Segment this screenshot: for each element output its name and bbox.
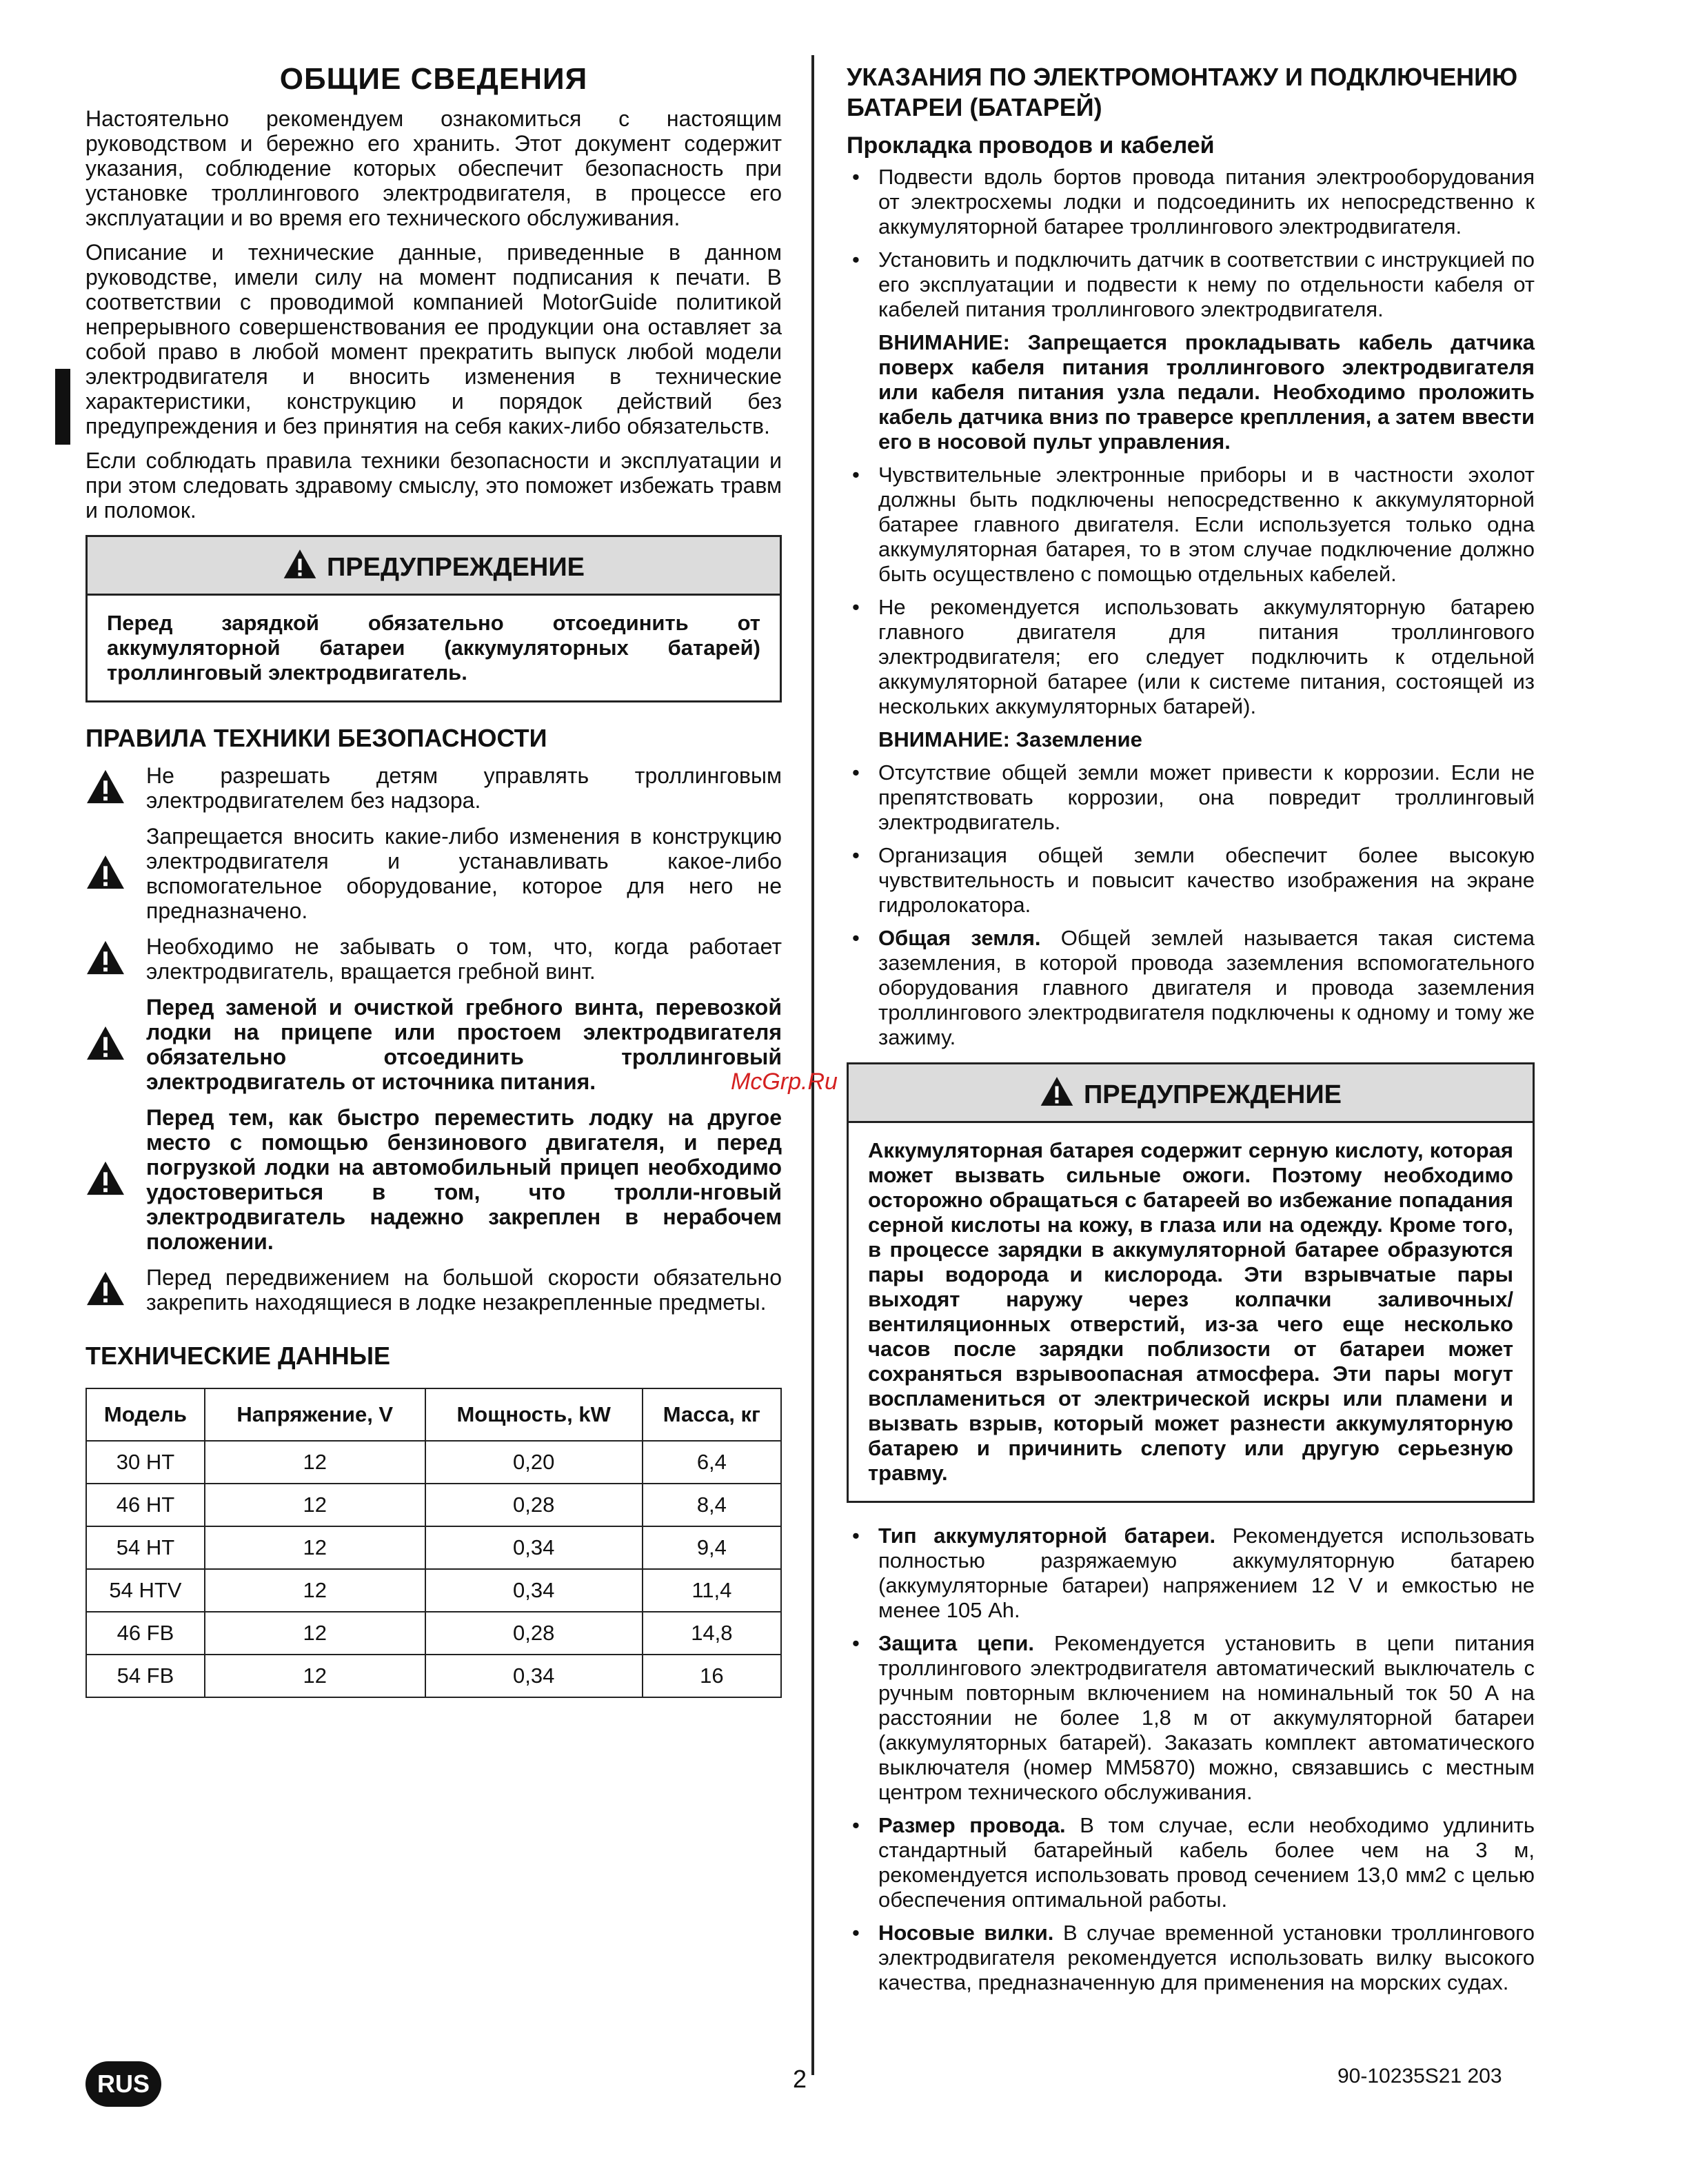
watermark: McGrp.Ru — [731, 1069, 838, 1095]
attention-note-grounding: ВНИМАНИЕ: Заземление — [878, 727, 1142, 751]
list-item-bold: Тип аккумуляторной батареи. — [878, 1524, 1216, 1548]
warning-icon — [1040, 1075, 1074, 1107]
list-item-text: Рекомендуется использовать полностью разряжаемую аккумуляторную батарею (аккумуляторные батареи) напряжением 12 V и емкостью не менее 105 Ah. — [878, 1524, 1535, 1622]
list-item-bold: Носовые вилки. — [878, 1921, 1054, 1945]
intro-paragraph-1: Настоятельно рекомендуем ознакомиться с настоящим руководством и бережно его хранить. Этот документ содержит указания, соблюдение которых обеспечит безопасность при установке троллингового электродвигателя, в процессе его эксплуатации и во время его технического обслуживания. — [85, 106, 782, 230]
table-cell: 0,28 — [425, 1484, 643, 1526]
wiring-subtitle: Прокладка проводов и кабелей — [847, 132, 1215, 159]
attention-note-sensor: ВНИМАНИЕ: Запрещается прокладывать кабель датчика поверх кабеля питания троллингового электродвигателя или кабеля питания узла педали. Необходимо проложить кабель датчика вниз по траверсе креплления, а затем ввести его в носовой пульт управления. — [878, 330, 1535, 454]
list-item: • Подвести вдоль бортов провода питания электрооборудования от электросхемы лодки и подсоединить их непосредственно к аккумуляторной батарее троллингового электродвигателя. — [847, 165, 1535, 239]
tech-data-table — [85, 1388, 782, 1698]
table-header-row — [86, 1388, 781, 1441]
warning-text: Перед зарядкой обязательно отсоединить от аккумуляторной батареи (аккумуляторных батарей) троллинговый электродвигатель. — [107, 611, 760, 685]
table-cell: 12 — [205, 1484, 425, 1526]
general-info-title: ОБЩИЕ СВЕДЕНИЯ — [279, 62, 588, 96]
list-item: • Отсутствие общей земли может привести к коррозии. Если не препятствовать коррозии, она повредит троллинговый электродвигатель. — [847, 760, 1535, 835]
wiring-list-1 — [847, 165, 1535, 322]
warning-icon — [85, 1025, 125, 1061]
tech-data-title: ТЕХНИЧЕСКИЕ ДАННЫЕ — [85, 1342, 390, 1370]
language-badge: RUS — [85, 2061, 161, 2107]
table-row — [86, 1441, 781, 1484]
list-item-text: Рекомендуется установить в цепи питания троллингового электродвигателя автоматический выключатель с ручным повторным включением на номинальный ток 50 А на расстоянии не более 1,8 м от аккумуляторной батареи (аккумуляторных батарей). Заказать комплект автоматического выключателя (номер MM5870) можно, связавшись с местным центром технического обслуживания. — [878, 1631, 1535, 1804]
intro-paragraph-2: Описание и технические данные, приведенные в данном руководстве, имели силу на момент подписания к печати. В соответствии с проводимой компанией MotorGuide политикой непрерывного совершенствования ее продукции она оставляет за собой право в любой момент прекратить выпуск любой модели электродвигателя и вносить изменения в технические характеристики, конструкцию и порядок действий без предупреждения и без принятия на себя каких-либо обязательств. — [85, 240, 782, 438]
list-item-bold: Размер провода. — [878, 1813, 1066, 1837]
table-row — [86, 1569, 781, 1612]
table-cell: 0,28 — [425, 1612, 643, 1655]
list-item — [847, 1524, 1535, 1623]
safety-rule — [85, 995, 782, 1094]
wiring-title: УКАЗАНИЯ ПО ЭЛЕКТРОМОНТАЖУ И ПОДКЛЮЧЕНИЮ БАТАРЕИ (БАТАРЕЙ) — [847, 63, 1518, 121]
table-cell: 12 — [205, 1569, 425, 1612]
table-cell: 0,20 — [425, 1441, 643, 1484]
safety-rule-text: Не разрешать детям управлять троллинговым электродвигателем без надзора. — [146, 763, 782, 813]
table-row — [86, 1612, 781, 1655]
safety-rule-text: Необходимо не забывать о том, что, когда работает электродвигатель, вращается гребной винт. — [146, 934, 782, 984]
warning-icon — [85, 1271, 125, 1306]
warning-text: Аккумуляторная батарея содержит серную кислоту, которая может вызвать сильные ожоги. Поэтому необходимо осторожно обращаться с батареей во избежание попадания серной кислоты на кожу, в глаза или на одежду. Кроме того, в процессе зарядки в аккумуляторной батарее образуются пары водорода и кислорода. Эти взрывчатые пары выходят наружу через колпачки заливочных/вентиляционных отверстий, из-за чего еще несколько часов после зарядки поблизости от батареи может сохраняться взрывоопасная атмосфера. Эти пары могут воспламениться от электрической искры или пламени и вызвать взрыв, который может разнести аккумуляторную батарею и причинить слепоту или другую серьезную травму. — [868, 1138, 1513, 1485]
warning-header-label: ПРЕДУПРЕЖДЕНИЕ — [1083, 1080, 1342, 1109]
list-item: • Чувствительные электронные приборы и в частности эхолот должны быть подключены непосредственно к аккумуляторной батарее главного двигателя. Если используется только одна аккумуляторная батарея, то в этом случае подключение должно быть осуществлено с помощью отдельных кабелей. — [847, 463, 1535, 587]
battery-requirements-list — [847, 1524, 1535, 1995]
table-cell: 54 HTV — [86, 1569, 205, 1612]
safety-rule-text: Запрещается вносить какие-либо изменения в конструкцию электродвигателя и устанавливать какое-либо вспомогательное оборудование, которое для него не предназначено. — [146, 824, 782, 923]
right-column — [847, 62, 1535, 2003]
list-item: • Установить и подключить датчик в соответствии с инструкцией по его эксплуатации и подвести к нему по отдельности кабеля от кабелей питания троллингового электродвигателя. — [847, 247, 1535, 322]
table-cell: 0,34 — [425, 1526, 643, 1569]
table-cell: 6,4 — [643, 1441, 781, 1484]
list-item: • Организация общей земли обеспечит более высокую чувствительность и повысит качество изображения на экране гидролокатора. — [847, 843, 1535, 918]
document-number: 90-10235S21 203 — [1337, 2065, 1502, 2087]
wiring-list-2 — [847, 463, 1535, 719]
table-cell: 12 — [205, 1612, 425, 1655]
list-item — [847, 1813, 1535, 1912]
warning-icon — [283, 548, 317, 580]
table-cell: 12 — [205, 1526, 425, 1569]
table-cell: 46 HT — [86, 1484, 205, 1526]
warning-header — [849, 1064, 1533, 1123]
list-item: • Не рекомендуется использовать аккумуляторную батарею главного двигателя для питания троллингового электродвигателя; его следует подключить к отдельной аккумуляторной батарее (или к системе питания, состоящей из нескольких аккумуляторных батарей). — [847, 595, 1535, 719]
safety-rule — [85, 1105, 782, 1254]
left-column — [85, 62, 782, 1698]
safety-rules-title: ПРАВИЛА ТЕХНИКИ БЕЗОПАСНОСТИ — [85, 724, 547, 752]
list-item — [847, 1631, 1535, 1805]
list-item-text: В случае временной установки троллингового электродвигателя рекомендуется использовать вилку высокого качества, предназначенную для применения на морских судах. — [878, 1921, 1535, 1994]
table-cell: 11,4 — [643, 1569, 781, 1612]
safety-rule-text: Перед заменой и очисткой гребного винта, перевозкой лодки на прицепе или простоем электродвигателя обязательно отсоединить троллинговый электродвигатель от источника питания. — [146, 995, 782, 1094]
table-cell: 54 FB — [86, 1655, 205, 1697]
list-item-text: Общей землей называется такая система заземления, в которой провода заземления вспомогательного оборудования главного двигателя и провода заземления троллингового электродвигателя подключены к одному и тому же зажиму. — [878, 926, 1535, 1049]
safety-rule-text: Перед тем, как быстро переместить лодку на другое место с помощью бензинового двигателя, и перед погрузкой лодки на автомобильный прицеп необходимо удостовериться в том, что тролли-нговый электродвигатель надежно закреплен в нерабочем положении. — [146, 1105, 782, 1254]
table-cell: 0,34 — [425, 1655, 643, 1697]
col-voltage: Напряжение, V — [205, 1388, 425, 1441]
list-item-bold: Общая земля. — [878, 926, 1041, 950]
safety-rule — [85, 934, 782, 984]
warning-box-battery-acid — [847, 1062, 1535, 1503]
warning-icon — [85, 940, 125, 975]
warning-icon — [85, 1160, 125, 1196]
table-row — [86, 1526, 781, 1569]
list-item-text: В том случае, если необходимо удлинить стандартный батарейный кабель более чем на 3 м, рекомендуется использовать провод сечением 13,0 мм2 с целью обеспечения оптимальной работы. — [878, 1813, 1535, 1912]
grounding-list — [847, 760, 1535, 1050]
table-row — [86, 1484, 781, 1526]
list-item — [847, 1921, 1535, 1995]
margin-change-bar — [55, 369, 70, 445]
safety-rule-text: Перед передвижением на большой скорости обязательно закрепить находящиеся в лодке незакрепленные предметы. — [146, 1265, 782, 1315]
table-cell: 46 FB — [86, 1612, 205, 1655]
table-cell: 9,4 — [643, 1526, 781, 1569]
safety-rule — [85, 1265, 782, 1315]
column-divider — [811, 55, 814, 2075]
warning-icon — [85, 769, 125, 805]
warning-box-charging — [85, 535, 782, 702]
table-cell: 30 HT — [86, 1441, 205, 1484]
safety-rule — [85, 763, 782, 813]
table-row — [86, 1655, 781, 1697]
page-number: 2 — [793, 2065, 807, 2093]
warning-icon — [85, 854, 125, 890]
col-model: Модель — [86, 1388, 205, 1441]
table-cell: 12 — [205, 1655, 425, 1697]
list-item-bold: Защита цепи. — [878, 1631, 1035, 1655]
col-power: Мощность, kW — [425, 1388, 643, 1441]
safety-rule — [85, 824, 782, 923]
warning-header-label: ПРЕДУПРЕЖДЕНИЕ — [326, 553, 585, 582]
table-cell: 54 HT — [86, 1526, 205, 1569]
list-item — [847, 926, 1535, 1050]
col-mass: Масса, кг — [643, 1388, 781, 1441]
table-cell: 14,8 — [643, 1612, 781, 1655]
table-cell: 16 — [643, 1655, 781, 1697]
table-cell: 8,4 — [643, 1484, 781, 1526]
table-cell: 0,34 — [425, 1569, 643, 1612]
warning-header — [88, 537, 780, 596]
intro-paragraph-3: Если соблюдать правила техники безопасности и эксплуатации и при этом следовать здравому смыслу, это поможет избежать травм и поломок. — [85, 448, 782, 523]
table-cell: 12 — [205, 1441, 425, 1484]
